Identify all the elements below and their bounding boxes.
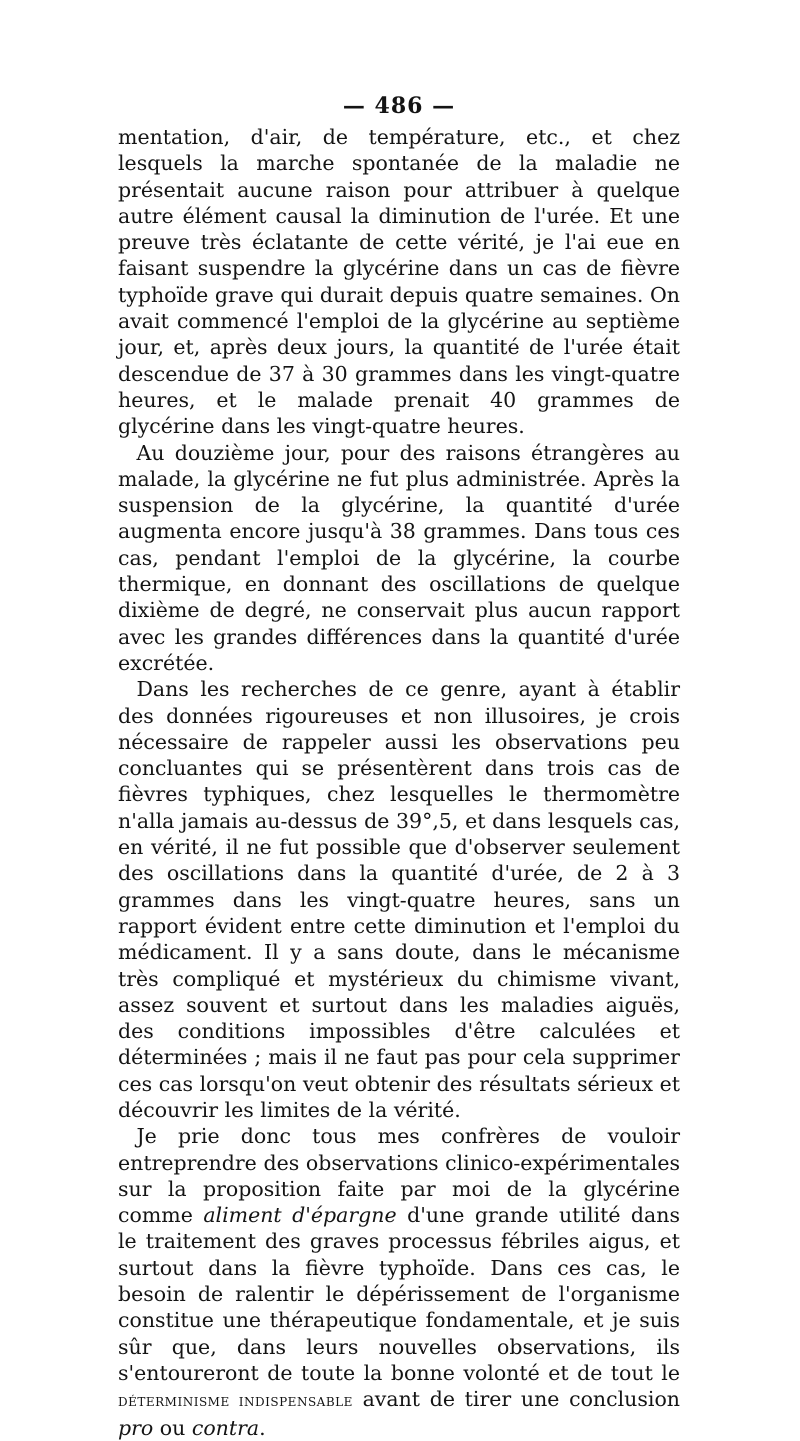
paragraph-4-text-b: d'une grande utilité dans le traitement des graves processus fébriles aigus, et surtout dans la fièvre typhoïde. Dans ces cas, le besoin de ralentir le dépérissement de l'organisme constitue une thérapeutique fondamentale, et je suis sûr que, dans leurs nouvelles observations, ils s'entoureront de toute la bonne volonté et de tout le (118, 1203, 680, 1385)
paragraph-4-text-c: avant de tirer une conclusion (352, 1387, 680, 1412)
paragraph-4 (118, 1123, 680, 1441)
paragraph-4-end: . (259, 1415, 266, 1440)
paragraph-1: mentation, d'air, de température, etc., et chez lesquels la marche spontanée de la maladie ne présentait aucune raison pour attribuer à quelque autre élément causal la diminution de l'urée. Et une preuve très éclatante de cette vérité, je l'ai eue en faisant suspendre la glycérine dans un cas de fièvre typhoïde grave qui durait depuis quatre semaines. On avait commencé l'emploi de la glycérine au septième jour, et, après deux jours, la quantité de l'urée était descendue de 37 à 30 grammes dans les vingt-quatre heures, et le malade prenait 40 grammes de glycérine dans les vingt-quatre heures. (118, 125, 680, 439)
paragraph-3: Dans les recherches de ce genre, ayant à établir des données rigoureuses et non illusoires, je crois nécessaire de rappeler aussi les observations peu concluantes qui se présentèrent dans trois cas de fièvres typhiques, chez lesquelles le thermomètre n'alla jamais au-dessus de 39°,5, et dans lesquels cas, en vérité, il ne fut possible que d'observer seulement des oscillations dans la quantité d'urée, de 2 à 3 grammes dans les vingt-quatre heures, sans un rapport évident entre cette diminution et l'emploi du médicament. Il y a sans doute, dans le mécanisme très compliqué et mystérieux du chimisme vivant, assez souvent et surtout dans les maladies aiguës, des conditions impossibles d'être calculées et déterminées ; mais il ne faut pas pour cela supprimer ces cas lorsqu'on veut obtenir des résultats sérieux et découvrir les limites de la vérité. (118, 677, 680, 1122)
paragraph-4-text-d: ou (153, 1415, 192, 1440)
italic-pro: pro (118, 1415, 154, 1440)
paragraph-2: Au douzième jour, pour des raisons étrangères au malade, la glycérine ne fut plus administrée. Après la suspension de la glycérine, la quantité d'urée augmenta encore jusqu'à 38 grammes. Dans tous ces cas, pendant l'emploi de la glycérine, la courbe thermique, en donnant des oscillations de quelque dixième de degré, ne conservait plus aucun rapport avec les grandes différences dans la quantité d'urée excrétée. (118, 440, 680, 675)
small-caps-determinisme: déterminisme indispensable (118, 1391, 353, 1412)
book-page (118, 88, 680, 1441)
page-number: — 486 — (342, 93, 456, 119)
paragraph-4-text-a: Je prie donc tous mes confrères de vouloir entreprendre des observations clinico-expérimentales sur la proposition faite par moi de la glycérine comme (118, 1124, 680, 1228)
italic-contra: contra (191, 1415, 260, 1440)
emphasis-aliment-epargne: aliment d'épargne (203, 1203, 397, 1228)
